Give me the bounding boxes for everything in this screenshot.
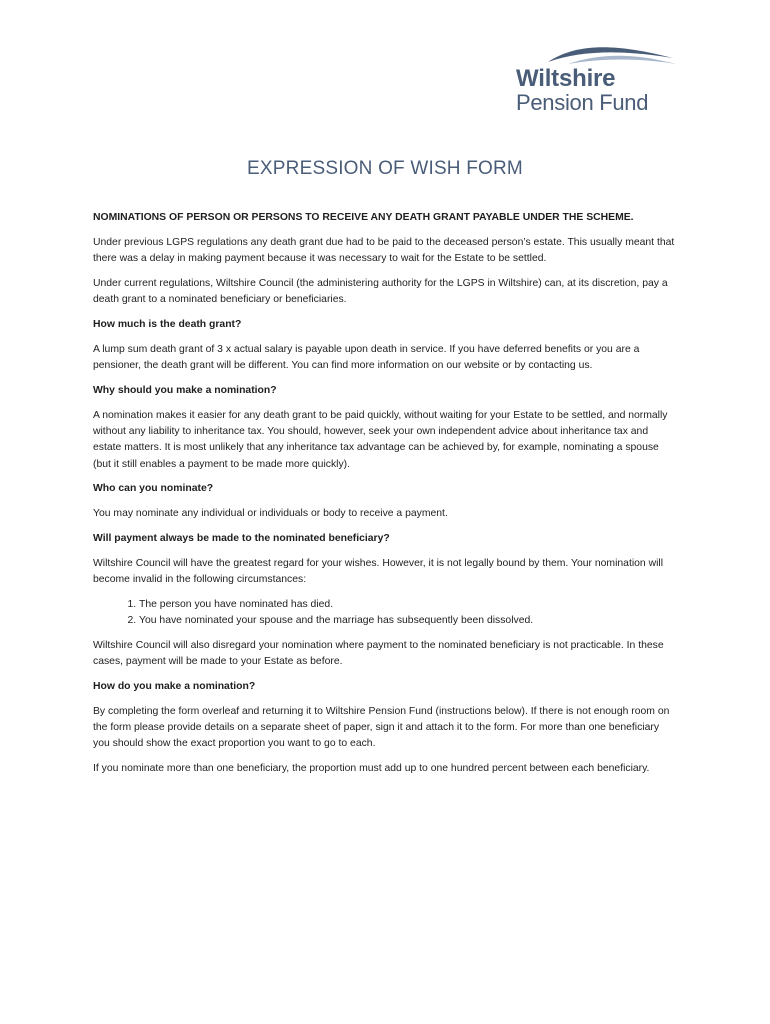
wiltshire-pension-fund-logo (508, 40, 688, 120)
heading-payment-always: Will payment always be made to the nominated beneficiary? (93, 532, 390, 544)
main-heading: NOMINATIONS OF PERSON OR PERSONS TO RECEIVE ANY DEATH GRANT PAYABLE UNDER THE SCHEME. (93, 212, 634, 223)
paragraph-how-much: A lump sum death grant of 3 x actual salary is payable upon death in service. If you have deferred benefits or you are a pensioner, the death grant will be different. You can find more information on our website or by contacting us. (93, 343, 640, 372)
paragraph-how-to-nominate: By completing the form overleaf and returning it to Wiltshire Pension Fund (instructions below). If there is not enough room on the form please provide details on a separate sheet of paper, sign it and attach it to the form. For more than one beneficiary you should show the exact proportion you want to go to each. (93, 705, 670, 750)
logo-text-pension-fund: Pension Fund (516, 90, 649, 115)
paragraph-disregard: Wiltshire Council will also disregard your nomination where payment to the nominated beneficiary is not practicable. In these cases, payment will be made to your Estate as before. (93, 639, 664, 668)
list-item: 1. The person you have nominated has died. (139, 597, 675, 613)
paragraph-why-nominate: A nomination makes it easier for any death grant to be paid quickly, without waiting for your Estate to be settled, and normally without any liability to inheritance tax. You should, however, seek your own independent advice about inheritance tax and estate matters. It is most unlikely that any inheritance tax advantage can be achieved by, for example, nominating a spouse (but it still enables a payment to be made more quickly). (93, 409, 668, 470)
page-title: EXPRESSION OF WISH FORM (247, 158, 523, 179)
paragraph-multiple-beneficiaries: If you nominate more than one beneficiary, the proportion must add up to one hundred percent between each beneficiary. (93, 763, 650, 775)
paragraph-current-regulations: Under current regulations, Wiltshire Council (the administering authority for the LGPS in Wiltshire) can, at its discretion, pay a death grant to a nominated beneficiary or beneficiaries. (93, 277, 668, 306)
heading-why-nominate: Why should you make a nomination? (93, 384, 277, 396)
heading-how-much: How much is the death grant? (93, 318, 242, 330)
invalid-circumstances-list (93, 597, 675, 630)
logo-text-wiltshire: Wiltshire (516, 65, 616, 92)
paragraph-previous-regulations: Under previous LGPS regulations any death grant due had to be paid to the deceased person’s estate. This usually meant that there was a delay in making payment because it was necessary to wait for the Estate to be settled. (93, 236, 675, 265)
paragraph-payment-always: Wiltshire Council will have the greatest regard for your wishes. However, it is not legally bound by them. Your nomination will become invalid in the following circumstances: (93, 557, 664, 586)
document-body (93, 210, 675, 786)
heading-who-can-nominate: Who can you nominate? (93, 483, 214, 495)
paragraph-who-can-nominate: You may nominate any individual or individuals or body to receive a payment. (93, 508, 448, 520)
list-item: 2. You have nominated your spouse and the marriage has subsequently been dissolved. (139, 613, 675, 629)
heading-how-to-nominate: How do you make a nomination? (93, 681, 256, 693)
